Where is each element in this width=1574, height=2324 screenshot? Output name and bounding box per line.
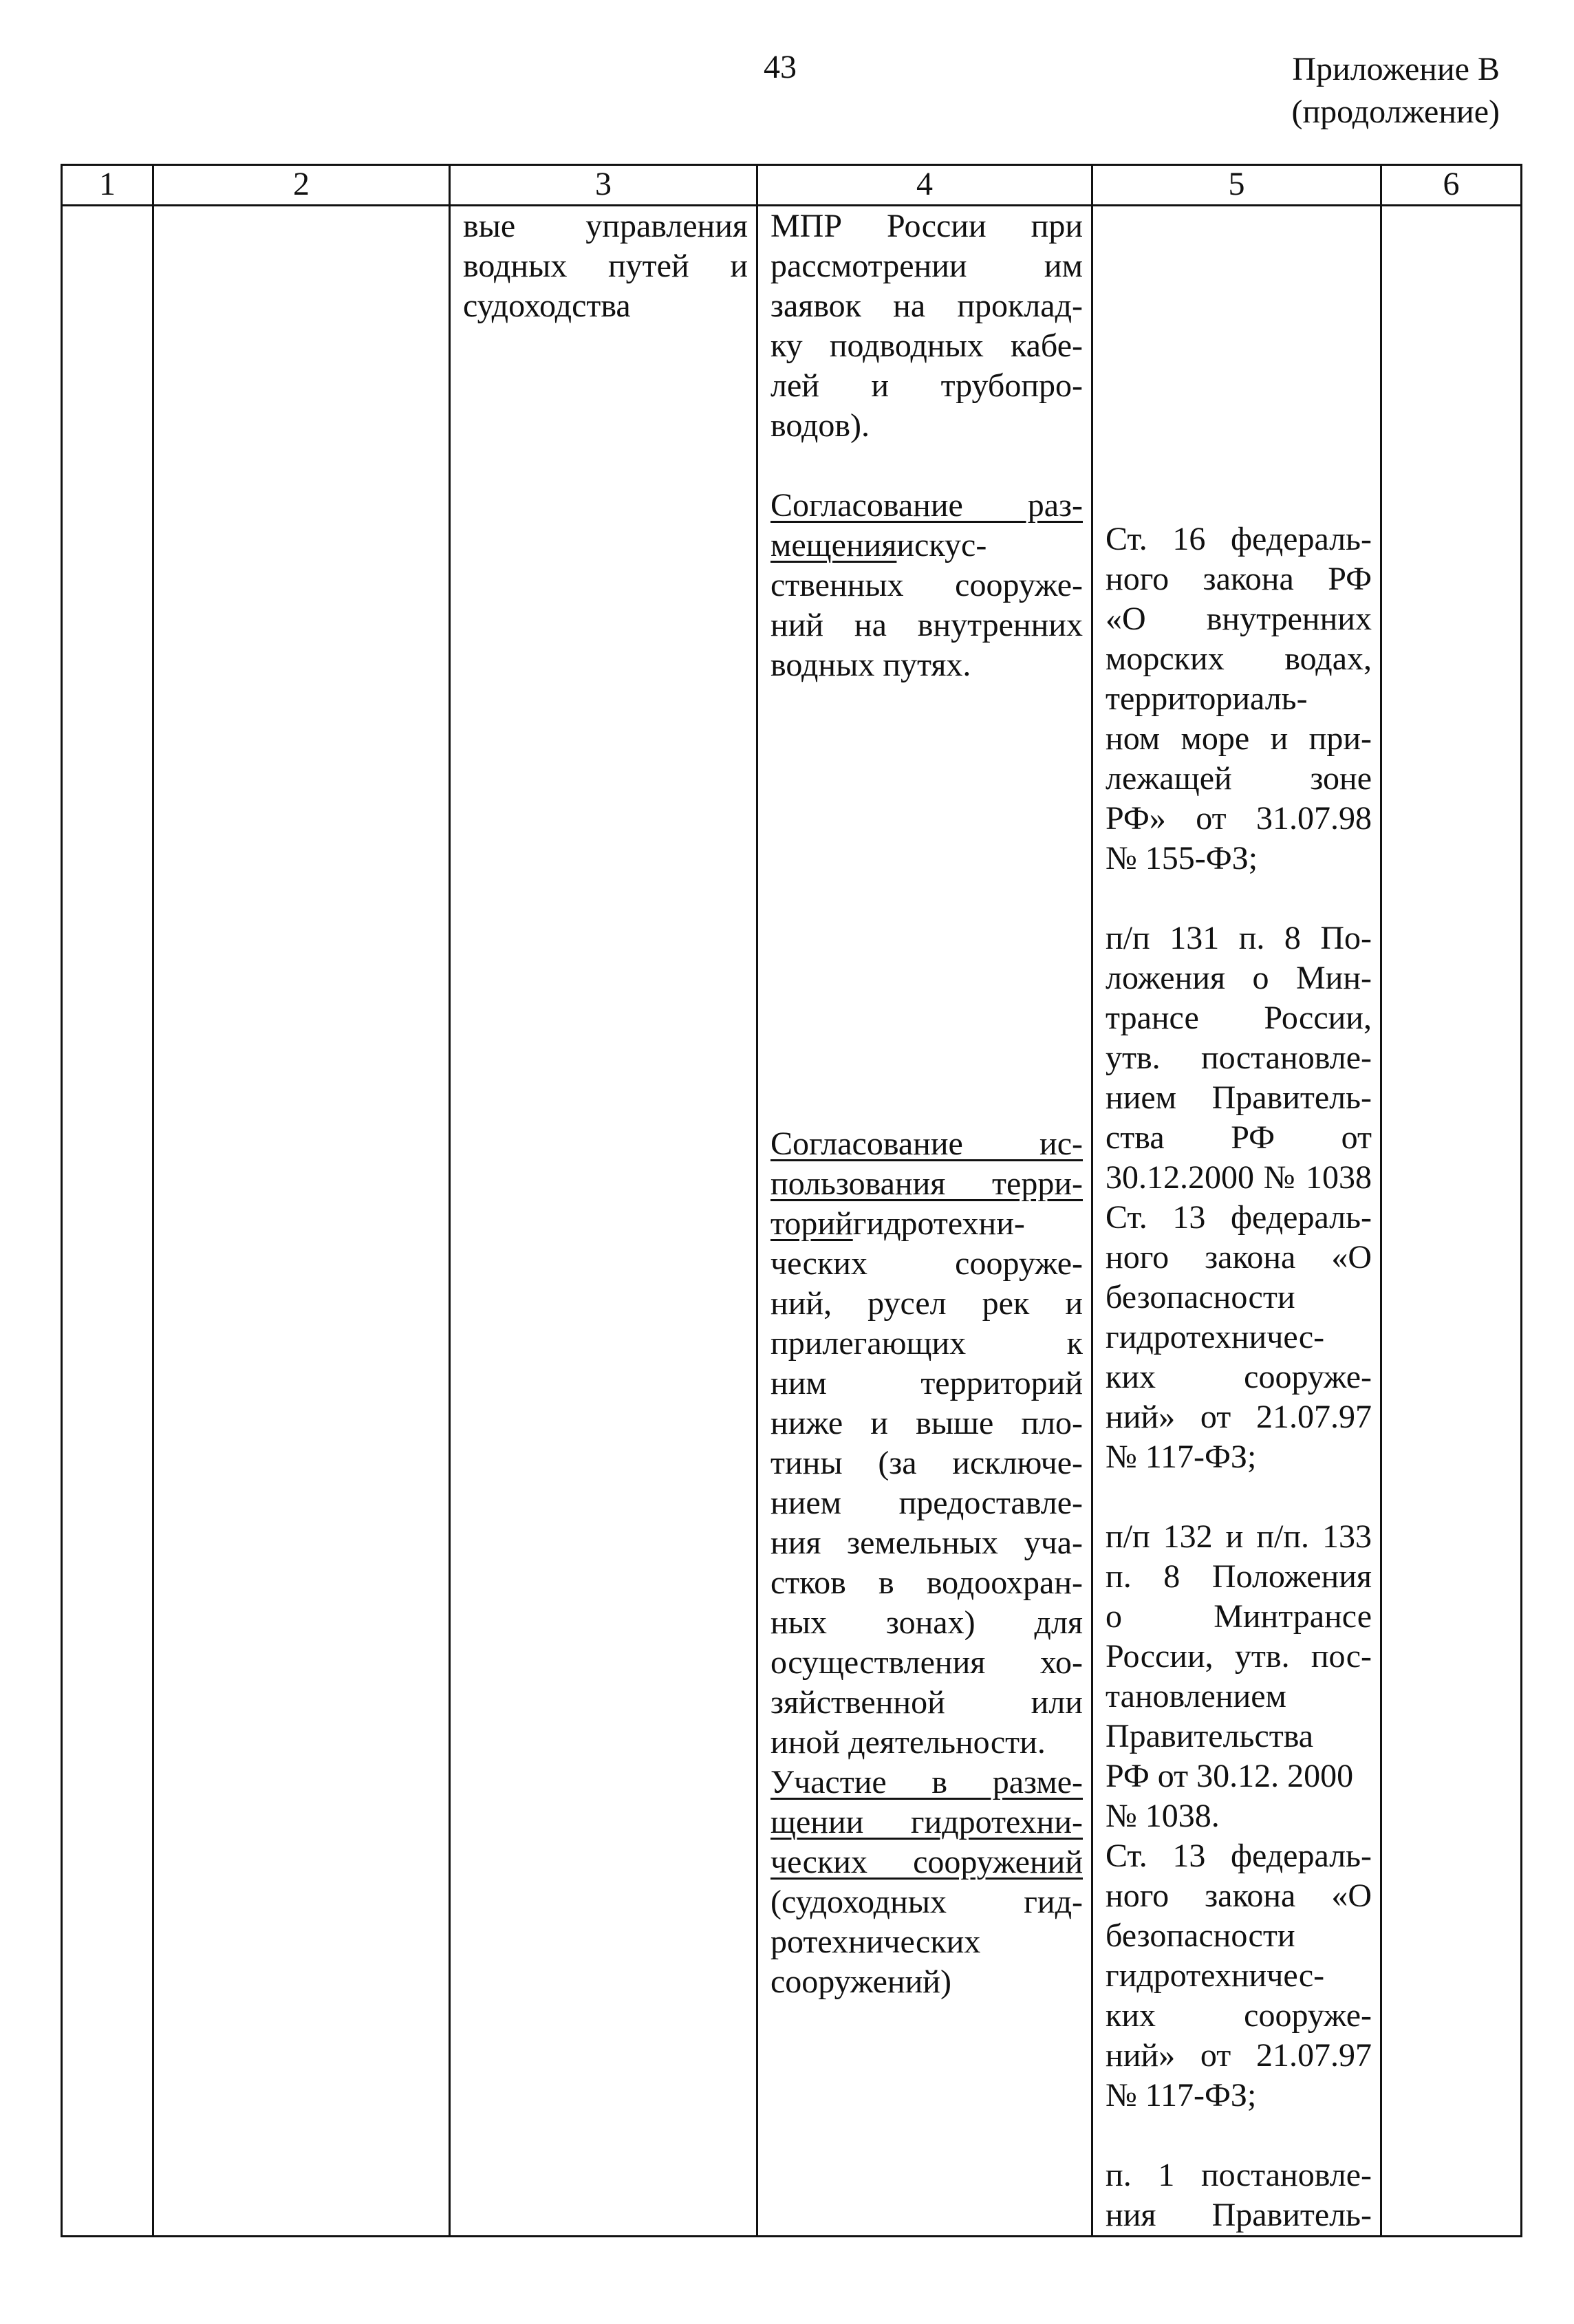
spacer — [770, 446, 1083, 486]
header-cell-1: 1 — [62, 165, 153, 206]
appendix-title: Приложение В — [1292, 51, 1500, 87]
col3-text — [451, 206, 756, 326]
text-line: ний» от 21.07.97 — [1106, 1399, 1372, 1435]
text-line: ких сооруже- — [1106, 1997, 1372, 2034]
text-line — [770, 1204, 1083, 1244]
page-number: 43 — [764, 49, 797, 85]
appendix-table — [61, 164, 1522, 2237]
table-row — [62, 206, 1522, 2237]
text-line-underlined: Участие в разме- — [770, 1764, 1083, 1800]
text-line: лежащей зоне — [1106, 760, 1372, 797]
text-line: ких сооруже- — [1106, 1359, 1372, 1395]
text-line: тины (за исключе- — [770, 1445, 1083, 1481]
cell-col6 — [1381, 206, 1522, 2237]
text-line — [770, 526, 1083, 566]
table-header-row — [62, 165, 1522, 206]
col5-block-6 — [1106, 2155, 1372, 2235]
text-line: водов). — [770, 407, 870, 444]
text-line: ложения о Мин- — [1106, 960, 1372, 996]
col5-block-5 — [1106, 1836, 1372, 2116]
underlined-text: торий — [770, 1205, 853, 1242]
text-line: судоходства — [463, 288, 631, 324]
text-fragment: гидротехни- — [852, 1205, 1025, 1242]
text-line: территориаль- — [1106, 680, 1308, 717]
header-cell-2: 2 — [153, 165, 450, 206]
text-line: ственных сооруже- — [770, 567, 1083, 603]
header-cell-5: 5 — [1092, 165, 1381, 206]
text-line: ного закона РФ — [1106, 561, 1372, 597]
text-line: ний на внутренних — [770, 607, 1083, 643]
text-line: ния земельных уча- — [770, 1525, 1083, 1561]
col5-block-2 — [1106, 918, 1372, 1198]
col4-block-1 — [770, 206, 1083, 446]
text-line: морских водах, — [1106, 641, 1372, 677]
text-line: РФ от 30.12. 2000 — [1106, 1758, 1354, 1794]
text-line: № 117-ФЗ; — [1106, 2077, 1257, 2113]
spacer — [1106, 1477, 1372, 1517]
text-line: о Минтрансе — [1106, 1598, 1372, 1635]
spacer — [1106, 2116, 1372, 2155]
text-line: гидротехничес- — [1106, 1319, 1325, 1355]
text-line: вые управления — [463, 208, 748, 244]
text-line: России, утв. пос- — [1106, 1638, 1372, 1675]
text-line: стков в водоохран- — [770, 1564, 1083, 1601]
cell-col3 — [450, 206, 757, 2237]
col5-block-3 — [1106, 1198, 1372, 1477]
text-line: ку подводных кабе- — [770, 327, 1083, 364]
text-line-underlined: пользования терри- — [770, 1165, 1083, 1202]
text-line: безопасности — [1106, 1279, 1295, 1315]
text-line: ного закона «О — [1106, 1239, 1372, 1276]
text-line: тановлением — [1106, 1678, 1286, 1714]
text-line: иной деятельности. — [770, 1724, 1046, 1761]
text-line: водных путях. — [770, 647, 971, 683]
text-line: № 155-ФЗ; — [1106, 840, 1258, 876]
col4-block-2 — [770, 486, 1083, 685]
text-line: ного закона «О — [1106, 1878, 1372, 1914]
text-line: № 1038. — [1106, 1798, 1220, 1834]
spacer — [1106, 206, 1372, 519]
text-line: РФ» от 31.07.98 — [1106, 800, 1372, 837]
text-line: Ст. 16 федераль- — [1106, 521, 1372, 557]
text-line: «О внутренних — [1106, 601, 1372, 637]
text-line: (судоходных гид- — [770, 1884, 1083, 1920]
spacer — [1106, 879, 1372, 918]
text-line: нием предоставле- — [770, 1485, 1083, 1521]
col4-block-4 — [770, 1763, 1083, 2002]
text-line: ческих сооруже- — [770, 1245, 1083, 1282]
header-cell-3: 3 — [450, 165, 757, 206]
text-line: утв. постановле- — [1106, 1040, 1372, 1076]
appendix-label — [1291, 48, 1500, 133]
text-line: п. 8 Положения — [1106, 1558, 1372, 1595]
text-line: Ст. 13 федераль- — [1106, 1199, 1372, 1236]
spacer — [770, 685, 1083, 1124]
text-line: п/п 132 и п/п. 133 — [1106, 1518, 1372, 1555]
text-line: лей и трубопро- — [770, 367, 1083, 404]
text-line: ства РФ от — [1106, 1119, 1372, 1156]
text-line: ний, русел рек и — [770, 1285, 1083, 1322]
text-line: ним территорий — [770, 1365, 1083, 1401]
text-line: Ст. 13 федераль- — [1106, 1838, 1372, 1874]
text-line: Правительства — [1106, 1718, 1314, 1754]
col4-block-3 — [770, 1124, 1083, 1763]
text-line: безопасности — [1106, 1917, 1295, 1954]
text-fragment: искус- — [896, 527, 987, 563]
col5-block-1 — [1106, 519, 1372, 879]
text-line: нием Правитель- — [1106, 1079, 1372, 1116]
cell-col4 — [757, 206, 1092, 2237]
text-line-underlined: щении гидротехни- — [770, 1804, 1083, 1840]
text-line: ния Правитель- — [1106, 2197, 1372, 2233]
text-line: п. 1 постановле- — [1106, 2157, 1372, 2193]
header-cell-6: 6 — [1381, 165, 1522, 206]
text-line: прилегающих к — [770, 1325, 1083, 1362]
text-line-underlined: Согласование ис- — [770, 1126, 1083, 1162]
text-line: п/п 131 п. 8 По- — [1106, 920, 1372, 956]
text-line: гидротехничес- — [1106, 1957, 1325, 1994]
text-line: сооружений) — [770, 1963, 951, 2000]
text-line: заявок на проклад- — [770, 288, 1083, 324]
col5-text — [1093, 206, 1380, 2235]
cell-col5 — [1092, 206, 1381, 2237]
text-line: рассмотрении им — [770, 248, 1083, 284]
cell-col1 — [62, 206, 153, 2237]
text-line-underlined: Согласование раз- — [770, 487, 1083, 524]
text-line: ных зонах) для — [770, 1604, 1083, 1641]
col4-text — [758, 206, 1091, 2002]
text-line: ротехнических — [770, 1924, 981, 1960]
col5-block-4 — [1106, 1517, 1372, 1836]
text-line: трансе России, — [1106, 1000, 1372, 1036]
underlined-text: мещения — [770, 527, 897, 563]
appendix-subtitle: (продолжение) — [1291, 94, 1500, 130]
text-line: МПР России при — [770, 208, 1083, 244]
text-line: ний» от 21.07.97 — [1106, 2037, 1372, 2074]
text-line-underlined: ческих сооружений — [770, 1844, 1083, 1880]
text-line: зяйственной или — [770, 1684, 1083, 1721]
header-cell-4: 4 — [757, 165, 1092, 206]
text-line: № 117-ФЗ; — [1106, 1439, 1257, 1475]
text-line: ниже и выше пло- — [770, 1405, 1083, 1441]
cell-col2 — [153, 206, 450, 2237]
text-line: осуществления хо- — [770, 1644, 1083, 1681]
text-line: 30.12.2000 № 1038 — [1106, 1159, 1372, 1196]
text-line: водных путей и — [463, 248, 748, 284]
text-line: ном море и при- — [1106, 720, 1372, 757]
